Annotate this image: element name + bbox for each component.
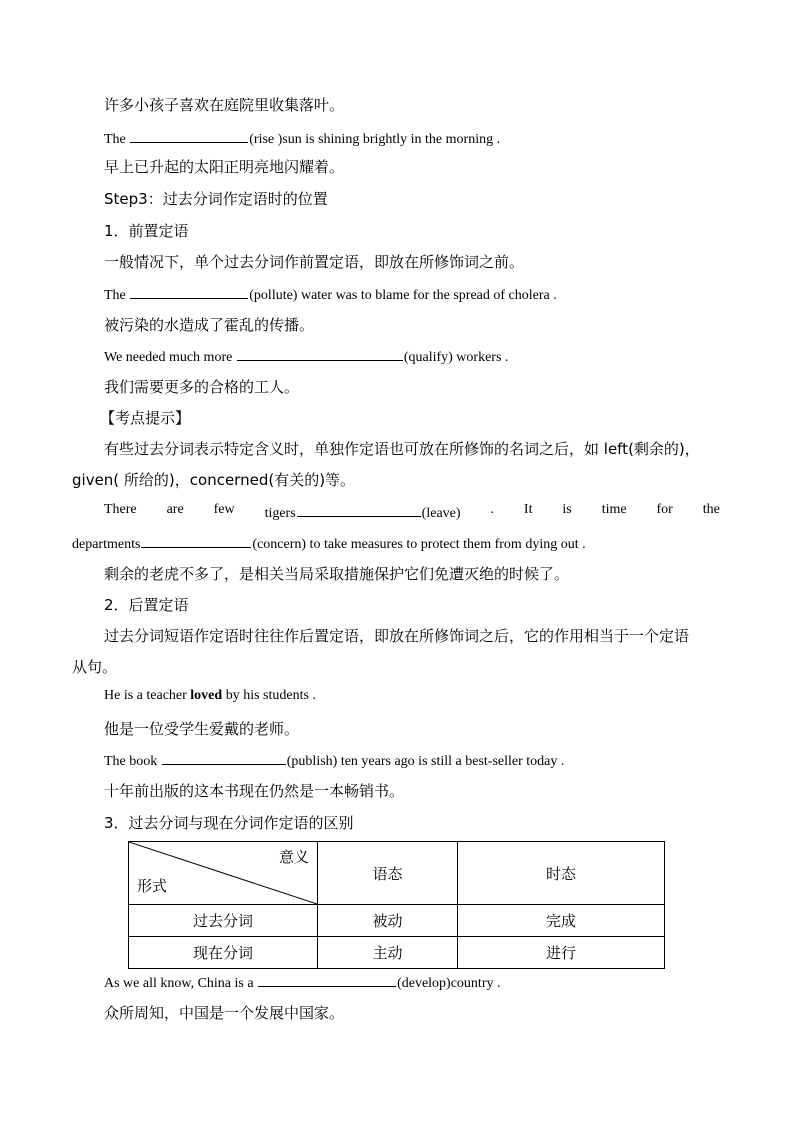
exercise-line: We needed much more (qualify) workers . [104, 346, 508, 366]
answer-blank[interactable] [258, 972, 396, 987]
text-line: 许多小孩子喜欢在庭院里收集落叶。 [104, 96, 345, 114]
text-line: 我们需要更多的合格的工人。 [104, 378, 300, 396]
exercise-line: departments (concern) to take measures to protect them from dying out . [72, 533, 586, 553]
exercise-line: There are few tigers (leave) . It is time for the [104, 502, 720, 521]
subsection-heading: 3．过去分词与现在分词作定语的区别 [104, 814, 354, 832]
exercise-line: The (rise )sun is shining brightly in the morning . [104, 128, 500, 148]
text-line: given( 所给的)，concerned(有关的)等。 [72, 471, 356, 489]
header-meaning: 意义 [278, 848, 309, 866]
section-heading: Step3：过去分词作定语时的位置 [104, 190, 328, 208]
text-line: 从句。 [72, 658, 118, 676]
text-line: 十年前出版的这本书现在仍然是一本畅销书。 [104, 782, 405, 800]
table-row [129, 905, 665, 937]
voice-cell: 主动 [318, 937, 458, 969]
table-row [129, 937, 665, 969]
form-cell: 现在分词 [129, 937, 318, 969]
subsection-heading: 2．后置定语 [104, 596, 189, 614]
answer-blank[interactable] [297, 502, 421, 517]
text-line: 被污染的水造成了霍乱的传播。 [104, 316, 315, 334]
answer-blank[interactable] [130, 128, 248, 143]
text-line: 有些过去分词表示特定含义时，单独作定语也可放在所修饰的名词之后，如 left(剩余的)， [104, 440, 700, 458]
header-form: 形式 [137, 877, 168, 895]
subsection-heading: 1．前置定语 [104, 222, 189, 240]
answer-blank[interactable] [237, 346, 403, 361]
form-cell: 过去分词 [129, 905, 318, 937]
exercise-line: The book (publish) ten years ago is still a best-seller today . [104, 750, 564, 770]
tense-cell: 进行 [458, 937, 665, 969]
answer-blank[interactable] [141, 533, 251, 548]
voice-cell: 被动 [318, 905, 458, 937]
text-line: 早上已升起的太阳正明亮地闪耀着。 [104, 158, 345, 176]
text-line: 剩余的老虎不多了，是相关当局采取措施保护它们免遭灭绝的时候了。 [104, 565, 570, 583]
text-line: 一般情况下，单个过去分词作前置定语，即放在所修饰词之前。 [104, 253, 525, 271]
text-line: 过去分词短语作定语时往往作后置定语，即放在所修饰词之后，它的作用相当于一个定语 [104, 627, 690, 645]
header-voice: 语态 [318, 842, 458, 905]
exercise-line: As we all know, China is a (develop)country . [104, 972, 501, 992]
exercise-line: The (pollute) water was to blame for the spread of cholera . [104, 284, 557, 304]
text-line: 他是一位受学生爱戴的老师。 [104, 720, 300, 738]
tip-heading: 【考点提示】 [100, 409, 191, 427]
emphasized-word: loved [190, 688, 223, 703]
text-line: 众所周知，中国是一个发展中国家。 [104, 1004, 345, 1022]
header-tense: 时态 [458, 842, 665, 905]
tense-cell: 完成 [458, 905, 665, 937]
answer-blank[interactable] [130, 284, 248, 299]
answer-blank[interactable] [162, 750, 286, 765]
comparison-table [128, 841, 665, 969]
example-line: He is a teacher loved by his students . [104, 688, 316, 703]
diagonal-header-cell [129, 842, 318, 905]
